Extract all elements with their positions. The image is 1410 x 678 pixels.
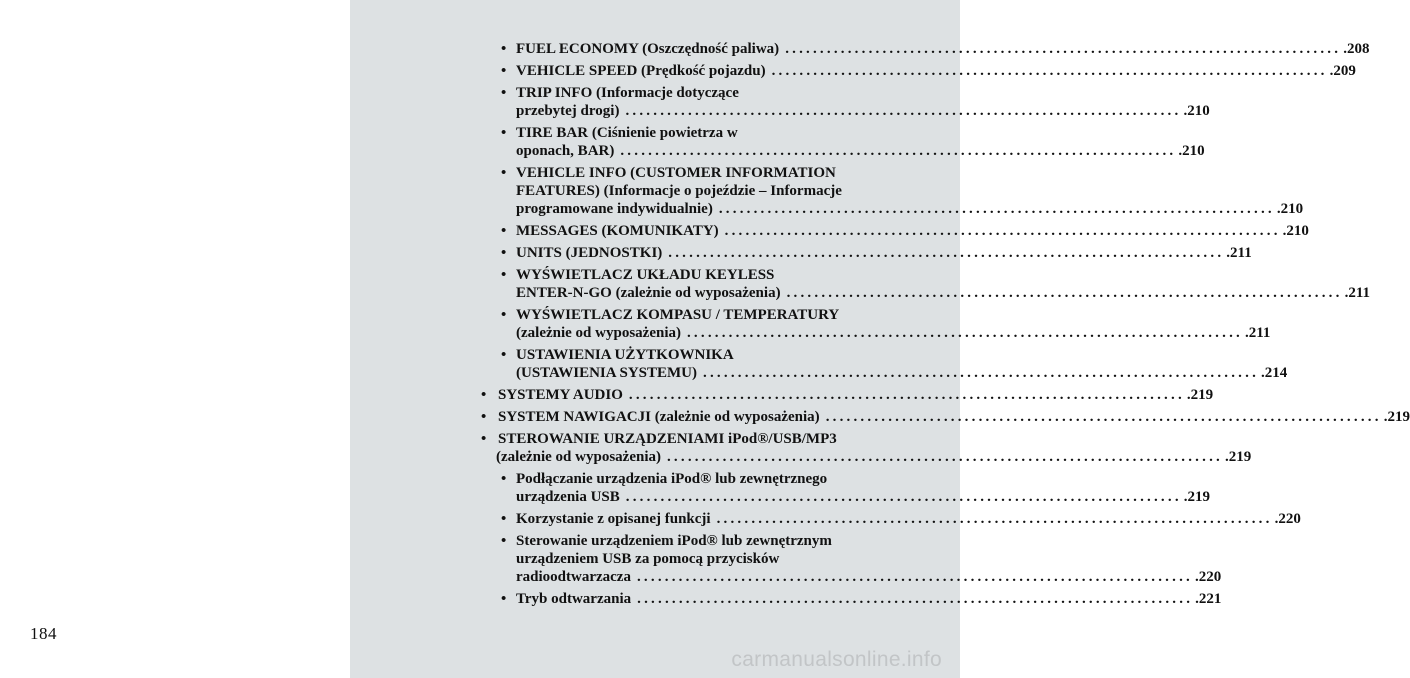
dot-leader: ................................................................................ [785,41,1342,57]
toc-entry-title: STEROWANIE URZĄDZENIAMI iPod®/USB/MP3 [498,431,837,447]
toc-entry-title: Podłączanie urządzenia iPod® lub zewnętrznego [516,471,828,487]
bullet-icon: • [501,533,507,549]
toc-entry[interactable] [501,62,1356,80]
toc-entry[interactable] [501,244,1252,262]
bullet-icon: • [501,41,507,57]
toc-entry-title: FEATURES) (Informacje o pojeździe – Informacje [516,183,842,199]
toc-entry-title: ENTER-N-GO (zależnie od wyposażenia) [516,285,781,301]
dot-leader: ................................................................................ [771,63,1328,79]
toc-entry-title: (zależnie od wyposażenia) [496,449,661,465]
toc-entry-title: SYSTEMY AUDIO [498,387,623,403]
toc-entry-title: urządzeniem USB za pomocą przycisków [516,551,780,567]
dot-leader: ................................................................................ [625,103,1182,119]
left-page [0,0,350,678]
toc-entry-page: .210 [1178,143,1205,159]
toc-entry[interactable] [501,510,1301,528]
toc-entry-page: .209 [1329,63,1356,79]
toc-entry-page: .210 [1183,103,1210,119]
toc-entry-title: (USTAWIENIA SYSTEMU) [516,365,698,381]
dot-leader: ................................................................................ [628,387,1185,403]
bullet-icon: • [501,511,507,527]
toc-entry[interactable] [501,40,1370,58]
toc-entry[interactable] [501,590,1222,608]
dot-leader: ................................................................................ [637,591,1194,607]
toc-entry-page: .214 [1261,365,1288,381]
toc-entry[interactable] [501,532,1222,586]
toc-entry[interactable] [501,346,1288,382]
toc-entry-page: .211 [1344,285,1371,301]
toc-entry[interactable] [501,306,1271,342]
toc-entry[interactable] [501,164,1304,218]
bullet-icon: • [501,245,507,261]
dot-leader: ................................................................................ [620,143,1177,159]
dot-leader: ................................................................................ [716,511,1273,527]
dot-leader: ................................................................................ [786,285,1343,301]
toc-entry-title: TIRE BAR (Ciśnienie powietrza w [516,125,738,141]
toc-entry-title: VEHICLE SPEED (Prędkość pojazdu) [516,63,766,79]
toc-entry-title: SYSTEM NAWIGACJI (zależnie od wyposażenia) [498,409,820,425]
toc-entry-page: .211 [1226,245,1252,261]
toc-entry-page: .220 [1274,511,1301,527]
toc-entry-page: .208 [1343,41,1370,57]
dot-leader: ................................................................................ [825,409,1382,425]
toc-entry[interactable] [481,386,1214,404]
toc-entry-title: VEHICLE INFO (CUSTOMER INFORMATION [516,165,836,181]
toc-entry-title: Korzystanie z opisanej funkcji [516,511,711,527]
toc-entry-page: .220 [1194,569,1222,585]
dot-leader: ................................................................................ [686,325,1243,341]
toc-entry-page: .219 [1383,409,1410,425]
toc-entry-title: programowane indywidualnie) [516,201,713,217]
toc-entry-title: Tryb odtwarzania [516,591,632,607]
page-number: 184 [30,624,57,643]
toc-entry-page: .219 [1224,449,1252,465]
toc-entry-page: .221 [1195,591,1222,607]
dot-leader: ................................................................................ [703,365,1260,381]
toc-entry-title: WYŚWIETLACZ KOMPASU / TEMPERATURY [516,307,840,323]
toc-entry-title: USTAWIENIA UŻYTKOWNIKA [516,347,734,363]
dot-leader: ................................................................................ [724,223,1281,239]
toc-entry-page: .219 [1186,387,1214,403]
toc-entry-title: TRIP INFO (Informacje dotyczące [516,85,739,101]
toc-entry-title: radioodtwarzacza [516,569,631,585]
bullet-icon: • [501,85,507,101]
toc-entry[interactable] [481,408,1410,426]
bullet-icon: • [501,591,507,607]
bullet-icon: • [481,387,487,403]
toc-entry-page: .210 [1276,201,1304,217]
bullet-icon: • [501,267,507,283]
bullet-icon: • [481,431,487,447]
toc-entry-title: urządzenia USB [516,489,620,505]
bullet-icon: • [501,125,507,141]
bullet-icon: • [501,63,507,79]
toc-entry[interactable] [501,266,1371,302]
toc-entry-page: .211 [1244,325,1271,341]
dot-leader: ................................................................................ [718,201,1275,217]
toc-entry-title: FUEL ECONOMY (Oszczędność paliwa) [516,41,780,57]
bullet-icon: • [501,347,507,363]
toc-entry-title: WYŚWIETLACZ UKŁADU KEYLESS [516,267,775,283]
toc-entry[interactable] [501,124,1205,160]
bullet-icon: • [501,307,507,323]
toc-entry-title: Sterowanie urządzeniem iPod® lub zewnętrznym [516,533,832,549]
toc-entry-title: UNITS (JEDNOSTKI) [516,245,663,261]
dot-leader: ................................................................................ [668,245,1225,261]
right-page [350,0,1410,678]
toc-entry[interactable] [481,430,1252,466]
watermark: carmanualsonline.info [731,648,942,671]
toc-entry-title: MESSAGES (KOMUNIKATY) [516,223,719,239]
toc-entry[interactable] [501,84,1210,120]
toc-entry[interactable] [501,470,1211,506]
toc-entry-title: przebytej drogi) [516,103,620,119]
toc-entry-title: oponach, BAR) [516,143,615,159]
toc-entry-page: .210 [1282,223,1309,239]
dot-leader: ................................................................................ [666,449,1223,465]
bullet-icon: • [501,471,507,487]
dot-leader: ................................................................................ [636,569,1193,585]
toc-entry[interactable] [501,222,1309,240]
toc-entry-title: (zależnie od wyposażenia) [516,325,681,341]
toc-entry-page: .219 [1183,489,1211,505]
dot-leader: ................................................................................ [625,489,1182,505]
bullet-icon: • [501,223,507,239]
bullet-icon: • [481,409,487,425]
bullet-icon: • [501,165,507,181]
